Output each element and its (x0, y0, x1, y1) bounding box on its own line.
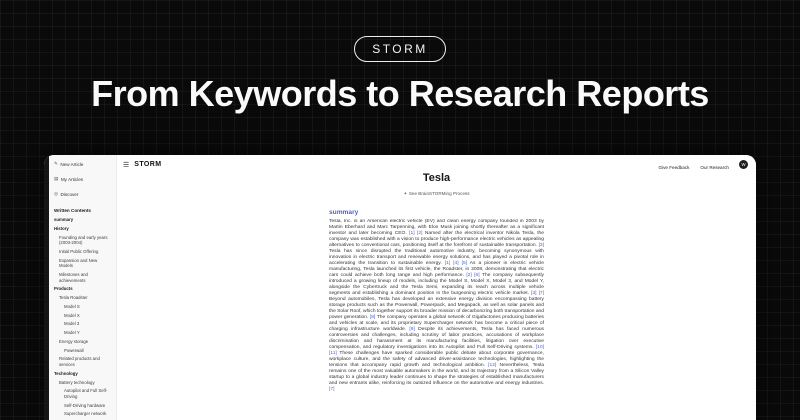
toc-item[interactable]: Milestones and achievements (59, 271, 88, 283)
toc-item[interactable]: Products (54, 286, 73, 292)
toc-item[interactable]: Model S (64, 303, 80, 309)
process-link-label: See BrainSTORMing Process (408, 191, 470, 196)
discover-icon: ◎ (54, 191, 59, 196)
toc-item[interactable]: Self-Driving hardware (64, 402, 106, 408)
toc-item[interactable]: Related products and services (59, 356, 100, 368)
citation-link[interactable]: [7] (538, 291, 544, 296)
citation-link[interactable]: [1] (409, 231, 415, 236)
citation-link[interactable]: [3] (538, 243, 544, 248)
topbar-link[interactable]: Our Research (700, 164, 729, 170)
app-logo: STORM (134, 161, 162, 168)
sidebar-nav-item[interactable] (54, 161, 111, 167)
citation-link[interactable]: [11] (329, 351, 337, 356)
toc-item[interactable]: summary (54, 217, 74, 222)
storm-badge: STORM (354, 36, 446, 62)
citation-link[interactable]: [7] (329, 387, 335, 392)
main-area (117, 155, 756, 420)
citation-link[interactable]: [3] (531, 291, 537, 296)
toc-item[interactable]: Battery technology (59, 379, 95, 385)
citation-link[interactable]: [2] (417, 231, 423, 236)
toc-item[interactable]: Supercharger network (64, 411, 107, 417)
summary-section-heading[interactable]: summary (329, 209, 359, 216)
sidebar-nav-label: Discover (60, 191, 79, 197)
topbar-link[interactable]: Give Feedback (658, 164, 690, 170)
sidebar (49, 155, 117, 420)
table-of-contents (54, 217, 111, 417)
sidebar-nav-label: My Articles (60, 176, 84, 182)
citation-link[interactable]: [6] (474, 273, 480, 278)
citation-link[interactable]: [2] (466, 273, 472, 278)
toc-item[interactable]: Founding and early years (2003-2004) (59, 234, 108, 246)
toc-item[interactable]: Energy storage (59, 338, 89, 344)
citation-link[interactable]: [1] (444, 261, 451, 266)
my-articles-icon: ▤ (54, 176, 59, 181)
new-article-icon: ✎ (54, 161, 58, 166)
user-avatar[interactable]: W (739, 160, 748, 169)
hero-section (0, 0, 800, 115)
citation-link[interactable]: [8] (369, 315, 376, 320)
toc-item[interactable]: Model 3 (64, 321, 80, 327)
app-topbar (123, 158, 748, 171)
toc-item[interactable]: Expansion and New Models (59, 257, 98, 269)
topbar-links (647, 156, 729, 174)
sparkle-icon: ✦ (403, 191, 408, 196)
toc-item[interactable]: Model X (64, 312, 80, 318)
app-window (44, 155, 756, 420)
toc-item[interactable]: Initial Public Offering (59, 248, 99, 254)
citation-link[interactable]: [12] (488, 363, 497, 368)
sidebar-nav-item[interactable] (54, 191, 111, 197)
toc-item[interactable]: History (54, 225, 69, 231)
citation-link[interactable]: [10] (535, 345, 544, 350)
citation-link[interactable]: [4] (453, 261, 459, 266)
summary-paragraph: Tesla, Inc. is an American electric vehicle (EV) and clean energy company founded in 2003 by Martin Eberhard and Marc Tarpenning, with Elon Musk joining shortly thereafter as a significant investor and later becoming CEO. [1] [2] Named after the electrical inventor Nikola Tesla, the company was established with a vision to produce high-performance electric vehicles as appealing alternatives to conventional cars, positioning itself at the forefront of sustainable transportation. [3] Tesla has since disrupted the traditional automotive industry, becoming synonymous with innovation in electric transport and renewable energy solutions, and has played a pivotal role in accelerating the transition to sustainable energy. [1] [4] [5] As a pioneer in electric vehicle manufacturing, Tesla launched its first vehicle, the Roadster, in 2008, demonstrating that electric cars could achieve both long range and high performance. [2] [6] The company subsequently introduced a growing lineup of models, including the Model S, Model X, Model 3, and Model Y, alongside the Cybertruck and the Tesla Semi, expanding its reach across multiple vehicle segments and establishing a dominant position in the burgeoning electric vehicle market. [3] [7] Beyond automobiles, Tesla has developed an extensive energy division encompassing battery storage products such as the Powerwall, Powerpack, and Megapack, as well as solar panels and the Solar Roof, which together support its broader mission of decarbonizing both transportation and power generation. [8] The company operates a global network of Gigafactories producing batteries and vehicles at scale, and its proprietary Supercharger network has become a critical piece of charging infrastructure worldwide. [9] Despite its achievements, Tesla has faced numerous controversies and challenges, including scrutiny of labor practices, accusations of workplace discrimination and harassment at its manufacturing facilities, litigation over executive compensation, and regulatory investigations into its Autopilot and Full Self-Driving systems. [10] [11] These challenges have sparked considerable public debate about corporate governance, workplace culture, and the safety of advanced driver-assistance technologies, highlighting the tensions that accompany rapid growth and technological ambition. [12] Nevertheless, Tesla remains one of the most valuable automakers in the world, and its trajectory from a Silicon Valley startup to a global industry leader continues to shape the strategies of established manufacturers and new entrants alike, reinforcing its outsized influence on the automotive and energy industries. [7] (329, 219, 544, 392)
toc-item[interactable]: Technology (54, 370, 78, 376)
hamburger-menu-icon[interactable]: ☰ (123, 161, 130, 169)
citation-link[interactable]: [9] (409, 327, 415, 332)
sidebar-nav (54, 161, 111, 197)
brainstorming-process-link[interactable] (329, 191, 544, 197)
page-title: From Keywords to Research Reports (91, 73, 709, 114)
toc-item[interactable]: Powerwall (64, 347, 84, 353)
toc-header: Written Contents (54, 208, 91, 213)
article-view (329, 155, 544, 415)
sidebar-nav-item[interactable] (54, 176, 111, 182)
sidebar-nav-label: New Article (60, 161, 84, 167)
toc-item[interactable]: Autopilot and Full Self-Driving (64, 388, 108, 399)
citation-link[interactable]: [5] (461, 261, 468, 266)
toc-item[interactable]: Model Y (64, 330, 80, 336)
toc-item[interactable]: Tesla Roadster (59, 295, 88, 301)
article-title: Tesla (422, 172, 451, 184)
